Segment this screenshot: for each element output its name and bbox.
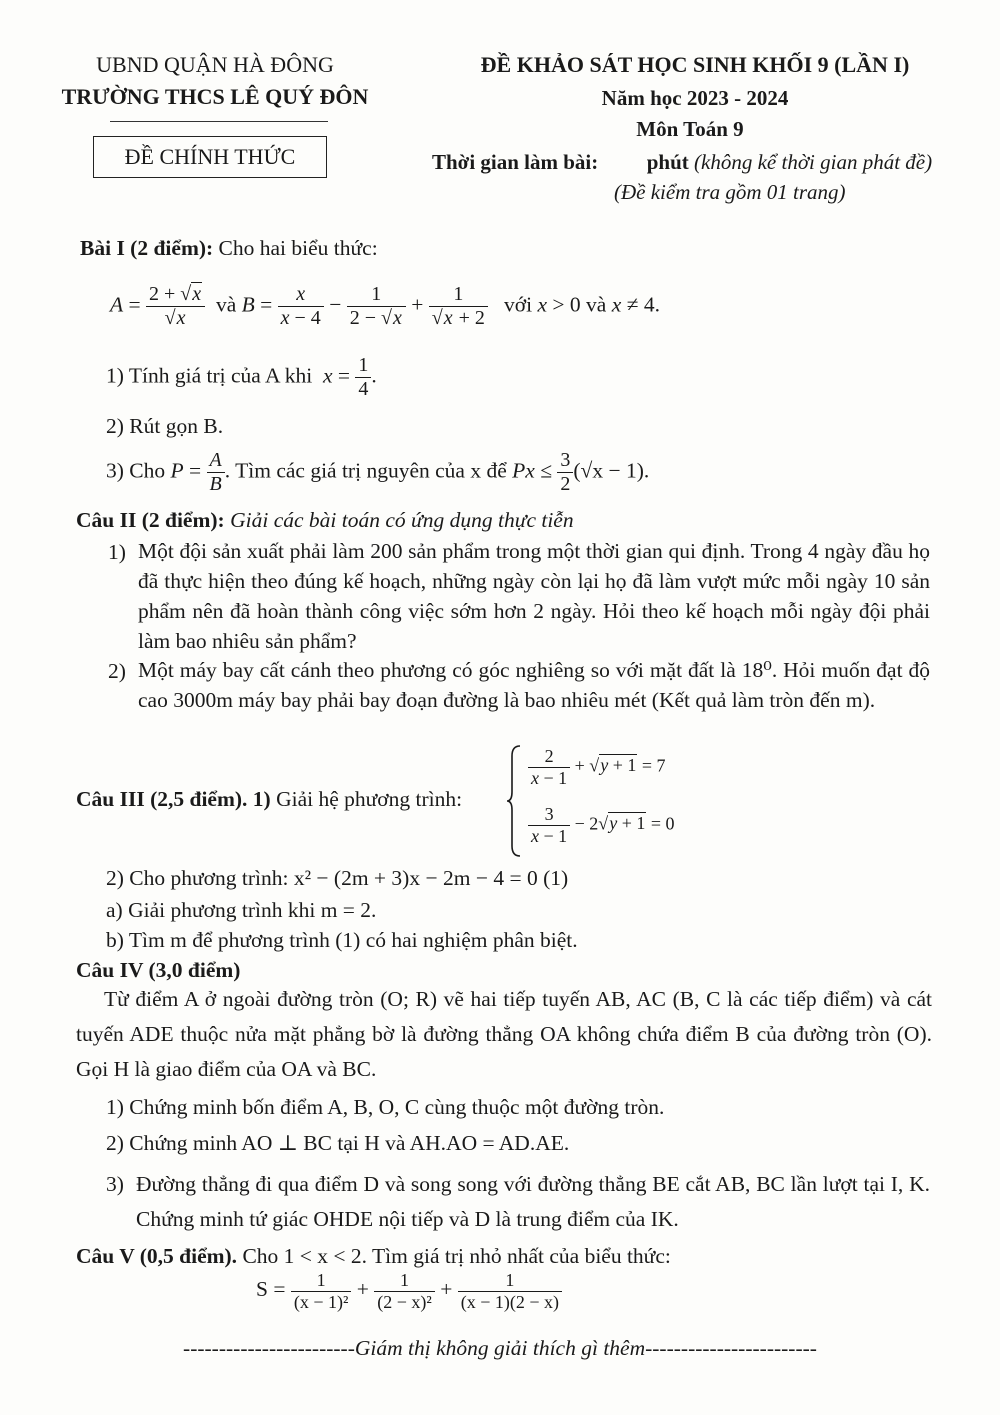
cau4-q2: 2) Chứng minh AO ⊥ BC tại H và AH.AO = AD.AE. bbox=[106, 1131, 570, 1155]
cau3-qb: b) Tìm m để phương trình (1) có hai nghiệm phân biệt. bbox=[106, 928, 578, 952]
bai1-q1: 1) Tính giá trị của A khi x = $\frac{1}{4}$ . bbox=[106, 354, 377, 400]
cau2-q1-number: 1) bbox=[108, 540, 126, 564]
bai1-q2: 2) Rút gọn B. bbox=[106, 414, 224, 438]
cau4-q3-number: 3) bbox=[106, 1172, 124, 1196]
cau2-subtitle: Giải các bài toán có ứng dụng thực tiễn bbox=[230, 508, 574, 532]
fraction-b3: $\frac{1}{√x + 2}$ bbox=[429, 283, 488, 330]
bai1-title: Bài I (2 điểm): bbox=[80, 236, 214, 260]
exam-time-line bbox=[432, 150, 932, 175]
cau4-q1: 1) Chứng minh bốn điểm A, B, O, C cùng thuộc một đường tròn. bbox=[106, 1095, 665, 1119]
cau2-heading bbox=[76, 508, 574, 533]
cau3-q2: 2) Cho phương trình: x² − (2m + 3)x − 2m − 4 = 0 (1) bbox=[106, 866, 569, 890]
fraction-b1: $\frac{x}{x - 4}$ bbox=[278, 283, 324, 330]
bai1-q3: 3) Cho P = $\frac{A}{B}$ . Tìm các giá trị nguyên của x để Px ≤ $\frac{3}{2}$ (√x − 1). bbox=[106, 449, 650, 495]
bai1-q1-text: 1) Tính giá trị của A khi bbox=[106, 363, 313, 388]
system-brace bbox=[506, 744, 522, 858]
bai1-q3-mid: . Tìm các giá trị nguyên của x để bbox=[224, 458, 507, 483]
bai1-heading bbox=[80, 236, 378, 261]
cau5-heading bbox=[76, 1244, 671, 1269]
bai1-q3-end: (√x − 1). bbox=[573, 458, 650, 483]
exam-title: ĐỀ KHẢO SÁT HỌC SINH KHỐI 9 (LẦN I) bbox=[480, 52, 910, 77]
cau4-intro: Từ điểm A ở ngoài đường tròn (O; R) vẽ hai tiếp tuyến AB, AC (B, C là các tiếp điểm) và cát tuyến ADE thuộc nửa mặt phẳng bờ là đường thẳng OA không chứa điểm B của đường tròn (O). Gọi H là giao điểm của OA và BC. bbox=[76, 987, 932, 1081]
footer-dashes-right: ------------------------ bbox=[645, 1336, 817, 1360]
district-name: UBND QUẬN HÀ ĐÔNG bbox=[96, 52, 334, 77]
bai1-intro: Cho hai biểu thức: bbox=[218, 236, 378, 260]
fraction-a: $\frac{2 + √x}{√x}$ bbox=[146, 283, 205, 330]
cau4-title: Câu IV (3,0 điểm) bbox=[76, 958, 241, 982]
system-eq1: $\frac{2}{x - 1}$ + √y + 1 = 7 bbox=[528, 746, 666, 788]
cau5-intro: Cho 1 < x < 2. Tìm giá trị nhỏ nhất của biểu thức: bbox=[242, 1244, 671, 1268]
fraction-p: $\frac{A}{B}$ bbox=[207, 449, 225, 496]
cau3-qa: a) Giải phương trình khi m = 2. bbox=[106, 898, 377, 922]
footer-dashes-left: ------------------------ bbox=[183, 1336, 355, 1360]
cau3-title: Câu III (2,5 điểm). 1) bbox=[76, 787, 271, 811]
header-divider bbox=[110, 121, 328, 122]
cau2-title: Câu II (2 điểm): bbox=[76, 508, 225, 532]
fraction-three-halves: $\frac{3}{2}$ bbox=[557, 449, 573, 496]
cau4-q3: Đường thẳng đi qua điểm D và song song với đường thẳng BE cắt AB, BC lần lượt tại I, K. Chứng minh tứ giác OHDE nội tiếp và D là trung điểm của IK. bbox=[136, 1172, 930, 1231]
system-eq2: $\frac{3}{x - 1}$ − 2√y + 1 = 0 bbox=[528, 804, 675, 846]
official-exam-box: ĐỀ CHÍNH THỨC bbox=[93, 136, 327, 178]
cau5-title: Câu V (0,5 điểm). bbox=[76, 1244, 238, 1268]
cau3-heading bbox=[76, 787, 462, 812]
school-name: TRƯỜNG THCS LÊ QUÝ ĐÔN bbox=[61, 84, 369, 109]
bai1-expressions: A = $\frac{2 + √x}{√x}$ và B = $\frac{x}{x - 4}$ − $\frac{1}{2 - √x}$ + $\frac{1}{√x + 2}$ với x > 0 và x ≠ 4. bbox=[110, 283, 660, 329]
cau2-q1: Một đội sản xuất phải làm 200 sản phẩm trong một thời gian qui định. Trong 4 ngày đầu họ đã thực hiện theo đúng kế hoạch, những ngày còn lại họ đã làm vượt mức mỗi ngày 10 sản phẩm nên đã hoàn thành công việc sớm hơn 2 ngày. Hỏi theo kế hoạch mỗi ngày đội phải làm bao nhiêu sản phẩm? bbox=[138, 539, 930, 653]
subject: Môn Toán 9 bbox=[636, 117, 744, 141]
time-note: (không kể thời gian phát đề) bbox=[694, 150, 933, 174]
fraction-s2: $\frac{1}{\text{(2 − x)²}}$ bbox=[374, 1270, 435, 1312]
fraction-s1: $\frac{1}{\text{(x − 1)²}}$ bbox=[291, 1270, 352, 1312]
time-value: phút bbox=[646, 150, 689, 174]
pages-note: (Đề kiểm tra gồm 01 trang) bbox=[614, 180, 846, 204]
footer-text: Giám thị không giải thích gì thêm bbox=[354, 1336, 646, 1360]
cau3-intro: Giải hệ phương trình: bbox=[276, 787, 463, 811]
cau2-q2: Một máy bay cất cánh theo phương có góc nghiêng so với mặt đất là 18⁰. Hỏi muốn đạt độ cao 3000m máy bay phải bay đoạn đường là bao nhiêu mét (Kết quả làm tròn đến m). bbox=[138, 658, 930, 712]
cau5-expression: S = $\frac{1}{\text{(x − 1)²}}$ + $\frac{1}{\text{(2 − x)²}}$ + $\frac{1}{(x - 1)(2 - x)}$ bbox=[256, 1270, 562, 1312]
footer-note bbox=[140, 1336, 860, 1361]
fraction-s3: $\frac{1}{(x - 1)(2 - x)}$ bbox=[458, 1270, 562, 1312]
fraction-b2: $\frac{1}{2 - √x}$ bbox=[347, 283, 406, 330]
time-label: Thời gian làm bài: bbox=[432, 150, 599, 174]
school-year: Năm học 2023 - 2024 bbox=[601, 86, 789, 110]
bai1-q3-prefix: 3) Cho bbox=[106, 458, 166, 483]
fraction-quarter: $\frac{1}{4}$ bbox=[355, 354, 371, 401]
cau2-q2-number: 2) bbox=[108, 659, 126, 683]
